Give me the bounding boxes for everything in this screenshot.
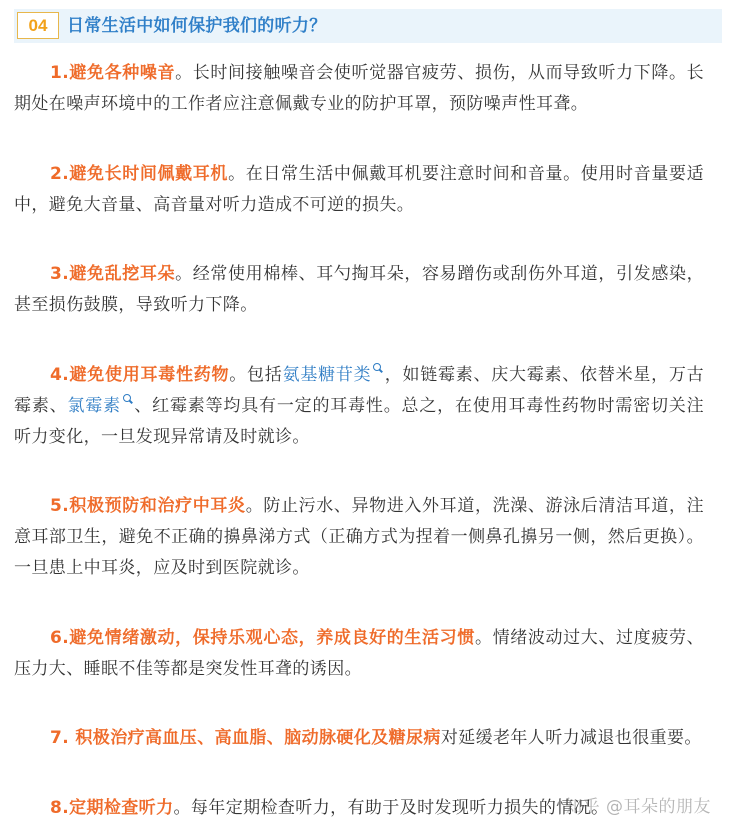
- tip-paragraph-6: [14, 623, 704, 685]
- tip-heading: 7. 积极治疗高血压、高血脂、脑动脉硬化及糖尿病: [50, 728, 441, 748]
- tip-paragraph-7: [14, 723, 704, 754]
- tip-heading: 4.避免使用耳毒性药物: [50, 364, 230, 385]
- section-header: [14, 9, 722, 43]
- section-number-badge: 04: [17, 12, 59, 39]
- tip-heading: 3.避免乱挖耳朵: [50, 264, 176, 284]
- tip-text: 。防止污水、异物进入外耳道，洗澡、游泳后清洁耳道，注意耳部卫生，避免不正确的擤鼻涕方式（正确方式为捏着一侧鼻孔擤另一侧，然后更换）。一旦患上中耳炎，应及时到医院就诊。: [14, 496, 704, 578]
- article-content: [14, 58, 704, 824]
- tip-heading: 8.定期检查听力: [50, 797, 174, 818]
- tip-heading: 2.避免长时间佩戴耳机: [50, 163, 229, 184]
- tip-paragraph-2: [14, 159, 704, 221]
- tip-text: 对延缓老年人听力减退也很重要。: [440, 728, 702, 748]
- tip-heading: 5.积极预防和治疗中耳炎: [50, 496, 246, 516]
- tip-text: 。情绪波动过大、过度疲劳、压力大、睡眠不佳等都是突发性耳聋的诱因。: [14, 627, 704, 679]
- tip-paragraph-5: [14, 491, 704, 584]
- search-icon[interactable]: [123, 394, 131, 402]
- tip-text: 。每年定期检查听力，有助于及时发现听力损失的情况。: [173, 797, 609, 818]
- keyword-link-chloramphenicol[interactable]: 氯霉素: [67, 395, 121, 416]
- tip-text: ，如链霉素、庆大霉素、依替米星，万古霉素、: [14, 364, 705, 416]
- tip-text: 。经常使用棉棒、耳勺掏耳朵，容易蹭伤或刮伤外耳道，引发感染，甚至损伤鼓膜，导致听力下降。: [14, 264, 704, 315]
- tip-text: 。在日常生活中佩戴耳机要注意时间和音量。使用时音量要适中，避免大音量、高音量对听力造成不可逆的损失。: [14, 163, 705, 215]
- search-icon[interactable]: [373, 363, 381, 371]
- watermark: 知乎 @耳朵的朋友: [565, 797, 711, 817]
- tip-text: 。长时间接触噪音会使听觉器官疲劳、损伤，从而导致听力下降。长期处在噪声环境中的工作者应注意佩戴专业的防护耳罩，预防噪声性耳聋。: [14, 63, 704, 114]
- tip-paragraph-1: [14, 58, 704, 120]
- tip-paragraph-4: [14, 360, 704, 453]
- keyword-link-aminoglycosides[interactable]: 氨基糖苷类: [282, 364, 372, 385]
- tip-text: 、红霉素等均具有一定的耳毒性。总之，在使用耳毒性药物时需密切关注听力变化，一旦发现异常请及时就诊。: [14, 395, 704, 447]
- tip-text: 。包括: [229, 364, 283, 385]
- tip-heading: 1.避免各种噪音: [50, 63, 176, 83]
- tip-paragraph-3: [14, 259, 704, 321]
- tip-heading: 6.避免情绪激动，保持乐观心态，养成良好的生活习惯: [50, 627, 475, 648]
- section-title: 日常生活中如何保护我们的听力？: [67, 16, 327, 36]
